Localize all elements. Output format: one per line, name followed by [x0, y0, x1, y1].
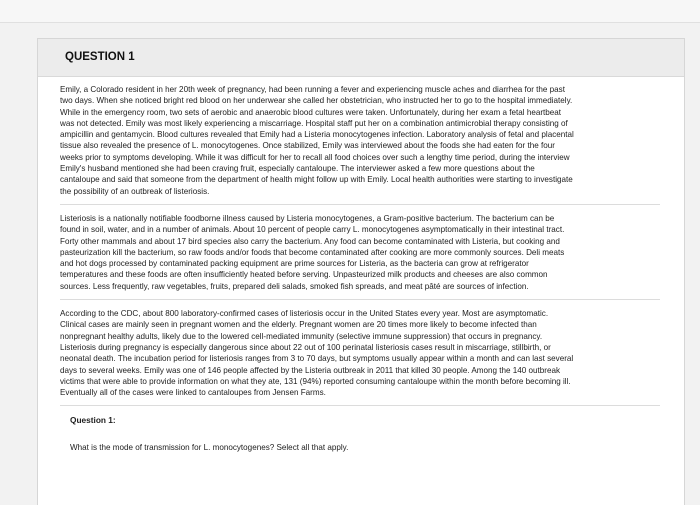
- paragraph-line: victims that were able to provide information on what they ate, 131 (94%) reported consuming cantaloupe within the month before becoming ill.: [60, 376, 571, 386]
- paragraph-line: found in soil, water, and in a number of animals. About 10 percent of people carry L. monocytogenes asymptomatically in their intestinal tract.: [60, 225, 565, 235]
- paragraph-line: While in the emergency room, two sets of aerobic and anaerobic blood cultures were taken. Unfortunately, during her exam a fetal heartbeat: [60, 107, 562, 117]
- paragraph-line: According to the CDC, about 800 laboratory-confirmed cases of listeriosis occur in the United States every year. Most are asymptomatic.: [60, 309, 549, 319]
- epidemiology-paragraph: [60, 308, 660, 406]
- paragraph-line: temperatures and these foods are often insufficiently heated before serving. Unpasteurized milk products and cheeses are also common: [60, 270, 548, 280]
- paragraph-line: weeks prior to symptoms developing. While it was difficult for her to recall all food choices over such a lengthy time period, during the interview: [60, 152, 570, 162]
- browser-top-bar: [0, 0, 700, 23]
- paragraph-line: neonatal death. The incubation period for listeriosis ranges from 3 to 70 days, but symptoms usually appear within a month and can last several: [60, 354, 574, 364]
- paragraph-line: days to several weeks. Emily was one of 146 people affected by the Listeria outbreak in 2011 that killed 30 people. Among the 140 outbreak: [60, 365, 561, 375]
- paragraph-line: pasteurization kill the bacterium, so raw foods and/or foods that become contaminated after cooking are more commonly sources. Deli meats: [60, 247, 565, 257]
- paragraph-line: Forty other mammals and about 17 bird species also carry the bacterium. Any food can become contaminated with Listeria, but cooking and: [60, 236, 560, 246]
- paragraph-line: and hot dogs processed by contaminated packing equipment are prime sources for Listeria, as the bacteria can grow at refrigerator: [60, 259, 529, 269]
- question-header: [38, 39, 684, 77]
- paragraph-line: was not detected. Emily was most likely experiencing a miscarriage. Hospital staff put her on a combination antimicrobial therapy consisting of: [60, 118, 568, 128]
- background-paragraph: [60, 213, 660, 300]
- paragraph-line: Clinical cases are mainly seen in pregnant women and the elderly. Pregnant women are 20 times more likely to become infected than: [60, 320, 537, 330]
- paragraph-line: the possibility of an outbreak of listeriosis.: [60, 186, 210, 196]
- paragraph-line: nonpregnant healthy adults, likely due to the lowered cell-mediated immunity (selective immune suppression) that occurs in pregnancy.: [60, 331, 543, 341]
- paragraph-line: Eventually all of the cases were linked to cantaloupes from Jensen Farms.: [60, 388, 326, 398]
- paragraph-line: Listeriosis during pregnancy is especially dangerous since about 22 out of 100 perinatal listeriosis cases result in miscarriage, stillbirth, or: [60, 342, 551, 352]
- paragraph-line: two days. When she noticed bright red blood on her underwear she called her obstetrician, who instructed her to go to the hospital immediately.: [60, 96, 573, 106]
- paragraph-line: sources. Less frequently, raw vegetables, fruits, prepared deli salads, smoked fish spreads, and meat pâté are sources of infection.: [60, 281, 529, 291]
- paragraph-line: cantaloupe and said that someone from the department of health might follow up with Emily. Local health authorities were starting to investigate: [60, 175, 573, 185]
- paragraph-line: Listeriosis is a nationally notifiable foodborne illness caused by Listeria monocytogenes, a Gram-positive bacterium. The bacterium can be: [60, 213, 555, 223]
- case-paragraph: [60, 84, 660, 205]
- paragraph-line: Emily's husband mentioned she had been craving fruit, especially cantaloupe. The interviewer asked a few more questions about the: [60, 164, 535, 174]
- paragraph-line: Emily, a Colorado resident in her 20th week of pregnancy, had been running a fever and experiencing muscle aches and diarrhea for the past: [60, 85, 565, 94]
- question-card: [37, 38, 685, 505]
- question-title: QUESTION 1: [65, 51, 135, 63]
- sub-question-text: What is the mode of transmission for L. monocytogenes? Select all that apply.: [70, 443, 349, 453]
- sub-question-label: Question 1:: [70, 415, 116, 426]
- paragraph-line: tissue also revealed the presence of L. monocytogenes. Once stabilized, Emily was interviewed about the foods she had eaten for the four: [60, 141, 555, 151]
- question-content: [60, 84, 660, 452]
- paragraph-line: ampicillin and gentamycin. Blood cultures revealed that Emily had a Listeria monocytogenes infection. Laboratory analysis of fetal and placental: [60, 130, 574, 140]
